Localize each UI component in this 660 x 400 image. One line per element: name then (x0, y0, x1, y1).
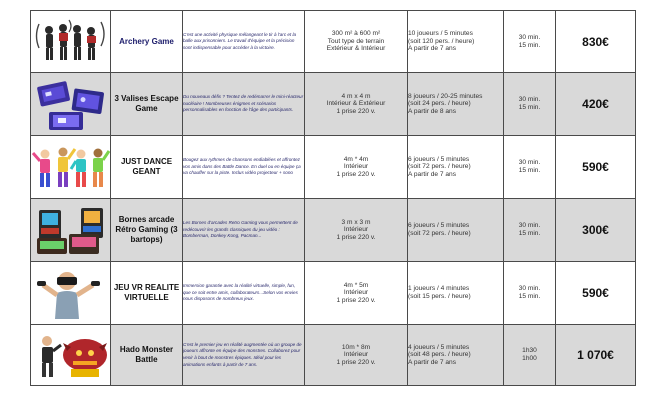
arcade-cabinets-photo (31, 200, 111, 260)
table-row (31, 325, 636, 386)
space-line: 1 prise 220 v. (336, 170, 376, 178)
activity-name: JEU VR REALITE VIRTUELLE (111, 262, 183, 325)
players-line: 8 joueurs / 20-25 minutes (408, 92, 483, 100)
players-line: (soit 48 pers. / heure) (408, 351, 471, 359)
space-requirements (305, 262, 408, 325)
players-line: 10 joueurs / 5 minutes (408, 30, 473, 38)
players-line: A partir de 7 ans (408, 45, 457, 53)
price: 590€ (556, 262, 636, 325)
activity-image-cell (31, 73, 111, 136)
hado-monster-battle-photo (31, 325, 111, 385)
space-line: 1 prise 220 v. (336, 233, 376, 241)
price: 1 070€ (556, 325, 636, 386)
duration-line: 1h00 (522, 355, 537, 362)
duration-info (504, 136, 556, 199)
vr-headset-photo (31, 263, 111, 323)
space-requirements (305, 11, 408, 73)
players-info (408, 136, 504, 199)
players-line: 6 joueurs / 5 minutes (408, 222, 470, 230)
duration-line: 30 min. (518, 222, 541, 230)
activity-description: Immersion garantie avec la réalité virtuelle, simple, fun, que ce soit entre amis, collaborateurs...Selon vos envies nous disposons de nombreux jeux. (183, 262, 305, 325)
duration-line: 1h30 (522, 347, 537, 355)
duration-line: 15 min. (518, 41, 541, 49)
activity-name: JUST DANCE GEANT (111, 136, 183, 199)
activity-description: C'est une activité physique mélangeant le tir à l'arc et la balle aux prisonniers. Le travail d'équipe et la précision sont indispensable pour accéder à la victoire. (183, 11, 305, 73)
duration-info (504, 73, 556, 136)
activity-description: Bougez aux rythmes de chansons endiablées et affrontez vos amis dans des Battle Dance. En duel ou en équipe ça va chauffer sur la piste. Inclus vidéo projecteur + sono (183, 136, 305, 199)
players-line: A partir de 7 ans (408, 170, 457, 178)
table-row (31, 199, 636, 262)
space-line: 3 m x 3 m (341, 218, 371, 226)
activity-description: C'est le premier jeu en réalité augmentée où un groupe de joueurs affronte en équipe des monstres. Collaborez pour venir à bout de monstres épiques. Idéal pour les animations enfants à partir de 7 ans. (183, 325, 305, 386)
space-line: 300 m² à 600 m² (331, 30, 381, 38)
space-line: Intérieur (343, 163, 369, 171)
duration-line: 15 min. (518, 293, 541, 300)
duration-info (504, 11, 556, 73)
players-line: 1 joueurs / 4 minutes (408, 285, 470, 293)
players-info (408, 325, 504, 386)
space-line: 1 prise 220 v. (336, 296, 376, 304)
duration-line: 15 min. (518, 167, 541, 174)
table-row (31, 73, 636, 136)
duration-line: 30 min. (518, 159, 541, 167)
space-line: 10m * 8m (341, 343, 371, 351)
space-line: Intérieur (343, 289, 369, 297)
duration-info (504, 199, 556, 262)
space-requirements (305, 73, 408, 136)
space-line: Tout type de terrain (327, 37, 385, 45)
archers-photo (31, 12, 111, 72)
space-requirements (305, 199, 408, 262)
players-line: (soit 72 pers. / heure) (408, 230, 471, 237)
price: 590€ (556, 136, 636, 199)
activity-image-cell (31, 11, 111, 73)
activity-name: Bornes arcade Rétro Gaming (3 bartops) (111, 199, 183, 262)
duration-line: 15 min. (518, 230, 541, 237)
space-requirements (305, 136, 408, 199)
duration-line: 30 min. (518, 96, 541, 104)
space-line: 1 prise 220 v. (336, 358, 376, 366)
space-line: Intérieur (343, 351, 369, 359)
duration-line: 30 min. (518, 33, 541, 41)
players-line: (soit 15 pers. / heure) (408, 293, 471, 300)
players-line: (soit 120 pers. / heure) (408, 37, 475, 45)
players-info (408, 11, 504, 73)
duration-info (504, 262, 556, 325)
players-info (408, 262, 504, 325)
activity-image-cell (31, 199, 111, 262)
players-line: 4 joueurs / 5 minutes (408, 343, 470, 351)
duration-line: 15 min. (518, 104, 541, 111)
space-requirements (305, 325, 408, 386)
space-line: 1 prise 220 v. (336, 107, 376, 115)
activity-description: Les Bornes d'arcades Retro Gaming vous permettent de redécouvrir les grands classiques du jeu vidéo : Bomberman, Donkey Kong, Pacman... (183, 199, 305, 262)
space-line: Intérieur & Extérieur (326, 100, 386, 108)
space-line: 4 m x 4 m (341, 92, 371, 100)
activity-name: 3 Valises Escape Game (111, 73, 183, 136)
duration-info (504, 325, 556, 386)
space-line: 4m * 5m (343, 281, 369, 289)
table-row (31, 11, 636, 73)
activity-name: Hado Monster Battle (111, 325, 183, 386)
players-line: A partir de 8 ans (408, 107, 457, 115)
activities-table (30, 10, 636, 386)
players-line: 6 joueurs / 5 minutes (408, 155, 470, 163)
dancers-photo (31, 137, 111, 197)
players-line: (soit 24 pers. / heure) (408, 100, 471, 108)
activity-image-cell (31, 262, 111, 325)
space-line: Intérieur (343, 226, 369, 234)
duration-line: 30 min. (518, 285, 541, 293)
price: 830€ (556, 11, 636, 73)
table-row (31, 262, 636, 325)
space-line: Extérieur & Intérieur (326, 45, 386, 53)
activity-image-cell (31, 325, 111, 386)
price: 300€ (556, 199, 636, 262)
price: 420€ (556, 73, 636, 136)
activity-image-cell (31, 136, 111, 199)
space-line: 4m * 4m (343, 155, 369, 163)
activity-name: Archery Game (111, 11, 183, 73)
briefcases-photo (31, 74, 111, 134)
players-info (408, 199, 504, 262)
players-line: A partir de 7 ans (408, 358, 457, 366)
players-line: (soit 72 pers. / heure) (408, 163, 471, 171)
activity-description: Du nouveaux défis ? Tentez de redémarrer le mini-réacteur nucléaire ! Nombreuses énigmes et scénarios personnalisables en fonction de l'âge des participants. (183, 73, 305, 136)
table-row (31, 136, 636, 199)
players-info (408, 73, 504, 136)
